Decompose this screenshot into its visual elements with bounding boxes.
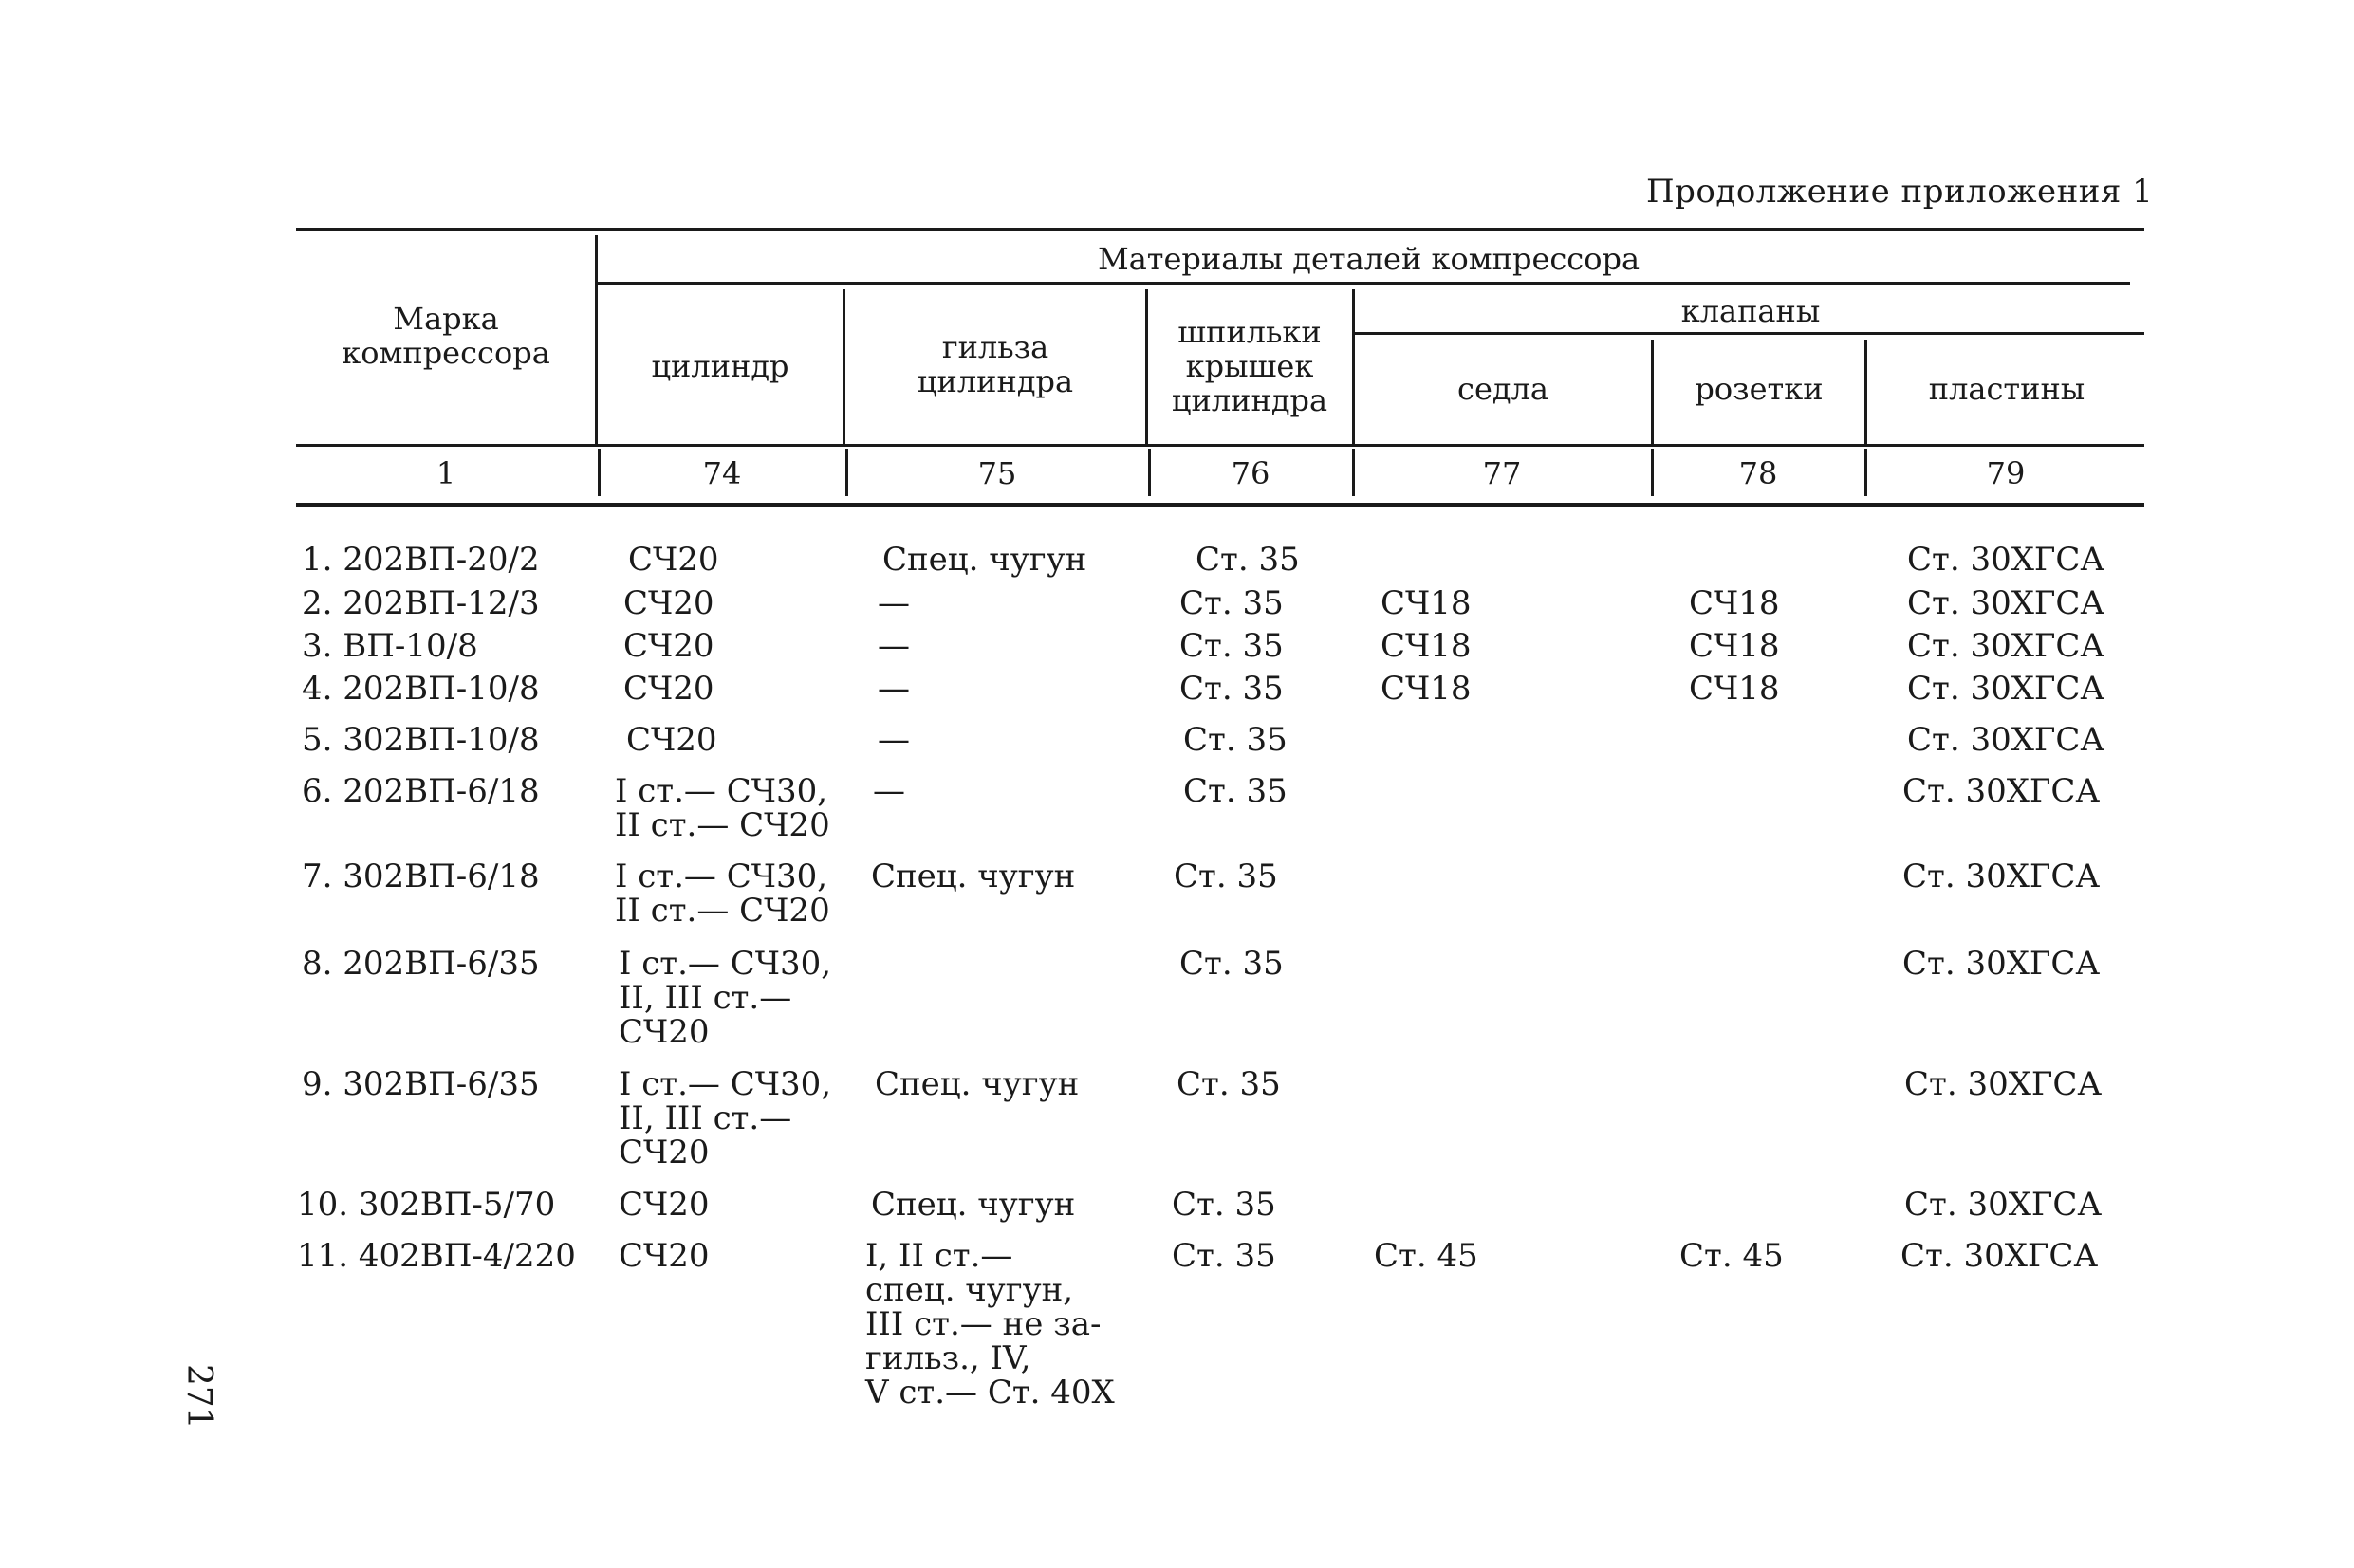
cell-studs: Ст. 35: [1174, 858, 1278, 895]
cell-cylinder: I ст.— СЧ30, II, III ст.— СЧ20: [619, 945, 832, 1051]
header-studs: шпильки крышек цилиндра: [1171, 314, 1328, 418]
cell-plates: Ст. 30ХГСА: [1907, 584, 2105, 622]
vrule-4: [1352, 289, 1355, 444]
cell-plates: Ст. 30ХГСА: [1907, 541, 2105, 579]
cell-studs: Ст. 35: [1179, 670, 1284, 708]
header-seats: седла: [1457, 371, 1548, 407]
cell-plates: Ст. 30ХГСА: [1907, 670, 2105, 708]
cell-sleeve: I, II ст.— спец. чугун, III ст.— не за- гильз., IV, V ст.— Ст. 40Х: [865, 1237, 1115, 1411]
rule-top: [296, 228, 2144, 231]
cell-brand: 3. ВП-10/8: [302, 627, 478, 665]
cell-rosettes: СЧ18: [1689, 670, 1780, 708]
cell-studs: Ст. 35: [1179, 627, 1284, 665]
cell-sleeve: Спец. чугун: [882, 541, 1087, 579]
cell-brand: 4. 202ВП-10/8: [302, 670, 540, 708]
rule-valves: [1355, 332, 2144, 335]
cell-studs: Ст. 35: [1183, 772, 1288, 810]
cell-cylinder: СЧ20: [628, 541, 719, 579]
cell-sleeve: —: [878, 584, 910, 622]
cell-sleeve: Спец. чугун: [875, 1065, 1080, 1103]
cell-sleeve: Спец. чугун: [871, 1186, 1076, 1224]
cell-cylinder: СЧ20: [623, 584, 714, 622]
header-valves: клапаны: [1680, 293, 1821, 329]
cell-seats: Ст. 45: [1374, 1237, 1478, 1275]
cell-sleeve: Спец. чугун: [871, 858, 1076, 895]
cell-plates: Ст. 30ХГСА: [1907, 721, 2105, 759]
col-num-1: 1: [436, 455, 456, 491]
cell-cylinder: I ст.— СЧ30, II ст.— СЧ20: [615, 858, 830, 930]
cell-brand: 8. 202ВП-6/35: [302, 945, 540, 983]
cell-rosettes: СЧ18: [1689, 584, 1780, 622]
cell-plates: Ст. 30ХГСА: [1907, 627, 2105, 665]
header-group: Материалы деталей компрессора: [1097, 241, 1640, 277]
cell-sleeve: —: [878, 670, 910, 708]
cell-plates: Ст. 30ХГСА: [1904, 1186, 2103, 1224]
cell-sleeve: —: [878, 721, 910, 759]
col-num-75: 75: [977, 455, 1017, 491]
cell-brand: 9. 302ВП-6/35: [302, 1065, 540, 1103]
cell-cylinder: I ст.— СЧ30, II ст.— СЧ20: [615, 772, 830, 844]
cell-seats: СЧ18: [1381, 627, 1472, 665]
rule-group: [598, 282, 2130, 285]
header-cylinder: цилиндр: [651, 348, 789, 384]
vrule-5: [1651, 340, 1654, 444]
cell-brand: 1. 202ВП-20/2: [302, 541, 540, 579]
vrule-1: [595, 235, 598, 444]
header-plates: пластины: [1928, 371, 2085, 407]
cell-brand: 10. 302ВП-5/70: [297, 1186, 556, 1224]
cell-studs: Ст. 35: [1177, 1065, 1281, 1103]
cell-plates: Ст. 30ХГСА: [1902, 772, 2101, 810]
cell-brand: 7. 302ВП-6/18: [302, 858, 540, 895]
vrule-2: [843, 289, 845, 444]
header-brand: Марка компрессора: [342, 301, 550, 371]
cell-cylinder: СЧ20: [623, 670, 714, 708]
cell-seats: СЧ18: [1381, 584, 1472, 622]
cell-brand: 2. 202ВП-12/3: [302, 584, 540, 622]
cell-sleeve: —: [878, 627, 910, 665]
header-sleeve: гильза цилиндра: [917, 329, 1074, 399]
col-num-76: 76: [1231, 455, 1270, 491]
vrule-3: [1145, 289, 1148, 444]
col-num-79: 79: [1986, 455, 2026, 491]
col-num-77: 77: [1482, 455, 1522, 491]
cell-plates: Ст. 30ХГСА: [1900, 1237, 2099, 1275]
cell-plates: Ст. 30ХГСА: [1902, 945, 2101, 983]
cell-plates: Ст. 30ХГСА: [1904, 1065, 2103, 1103]
cell-studs: Ст. 35: [1172, 1237, 1276, 1275]
cell-rosettes: Ст. 45: [1679, 1237, 1784, 1275]
cell-cylinder: I ст.— СЧ30, II, III ст.— СЧ20: [619, 1065, 832, 1171]
cell-cylinder: СЧ20: [623, 627, 714, 665]
cell-studs: Ст. 35: [1172, 1186, 1276, 1224]
rule-numbers-bottom: [296, 503, 2144, 507]
rule-numbers-top: [296, 444, 2144, 447]
caption: Продолжение приложения 1: [1646, 173, 2154, 211]
page-number: 271: [179, 1364, 218, 1430]
col-num-78: 78: [1738, 455, 1778, 491]
cell-studs: Ст. 35: [1179, 945, 1284, 983]
cell-brand: 6. 202ВП-6/18: [302, 772, 540, 810]
vrule-6: [1864, 340, 1867, 444]
cell-sleeve: —: [873, 772, 905, 810]
cell-studs: Ст. 35: [1183, 721, 1288, 759]
cell-rosettes: СЧ18: [1689, 627, 1780, 665]
cell-cylinder: СЧ20: [626, 721, 717, 759]
cell-studs: Ст. 35: [1179, 584, 1284, 622]
header-rosettes: розетки: [1695, 371, 1824, 407]
cell-brand: 5. 302ВП-10/8: [302, 721, 540, 759]
cell-seats: СЧ18: [1381, 670, 1472, 708]
col-num-74: 74: [702, 455, 742, 491]
cell-brand: 11. 402ВП-4/220: [297, 1237, 576, 1275]
cell-cylinder: СЧ20: [619, 1237, 710, 1275]
cell-plates: Ст. 30ХГСА: [1902, 858, 2101, 895]
cell-studs: Ст. 35: [1196, 541, 1300, 579]
cell-cylinder: СЧ20: [619, 1186, 710, 1224]
